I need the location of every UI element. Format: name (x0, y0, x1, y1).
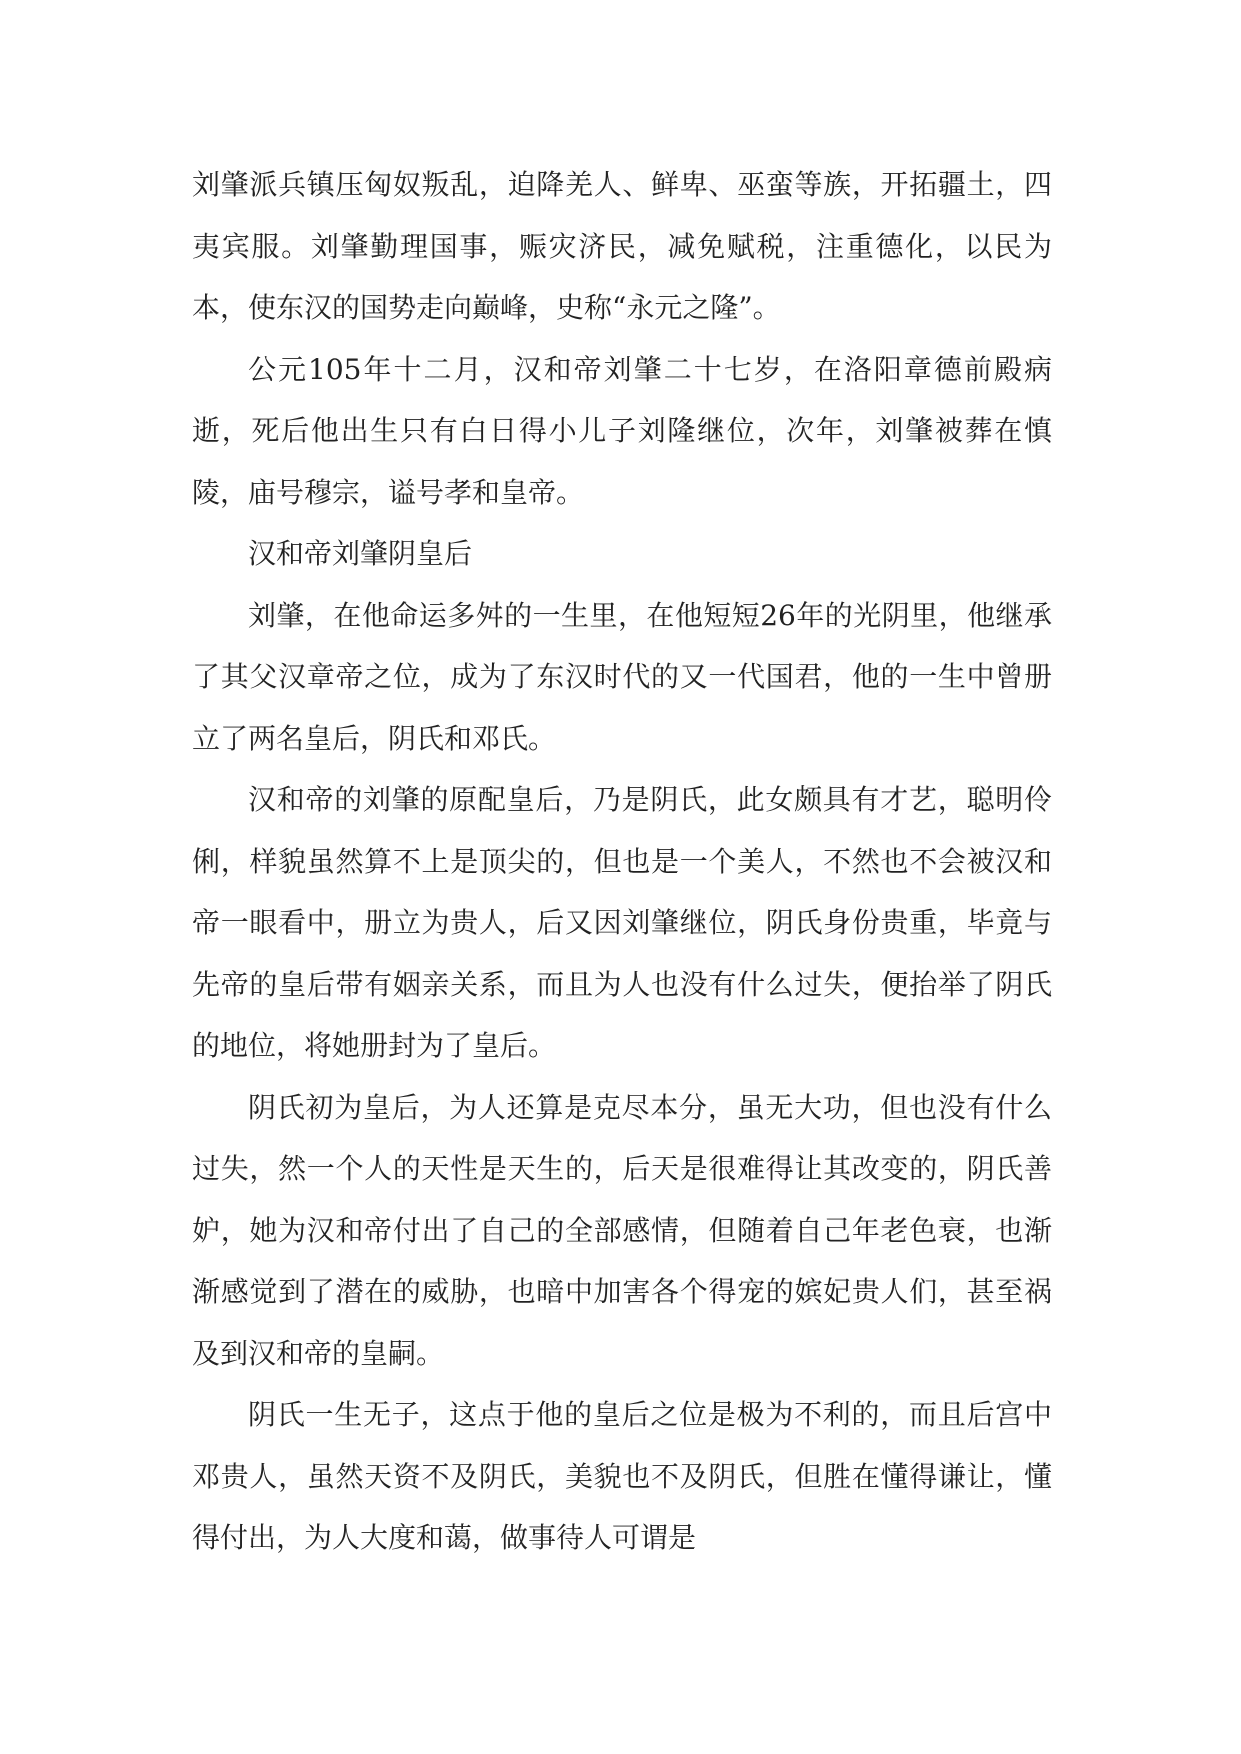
paragraph-3: 刘肇，在他命运多舛的一生里，在他短短26年的光阴里，他继承了其父汉章帝之位，成为了东汉时代的又一代国君，他的一生中曾册立了两名皇后，阴氏和邓氏。 (192, 598, 1052, 755)
document-body (192, 154, 1052, 1569)
paragraph-4: 汉和帝的刘肇的原配皇后，乃是阴氏，此女颇具有才艺，聪明伶俐，样貌虽然算不上是顶尖的，但也是一个美人，不然也不会被汉和帝一眼看中，册立为贵人，后又因刘肇继位，阴氏身份贵重，毕竟与先帝的皇后带有姻亲关系，而且为人也没有什么过失，便抬举了阴氏的地位，将她册封为了皇后。 (192, 783, 1052, 1062)
paragraph-5: 阴氏初为皇后，为人还算是克尽本分，虽无大功，但也没有什么过失，然一个人的天性是天生的，后天是很难得让其改变的，阴氏善妒，她为汉和帝付出了自己的全部感情，但随着自己年老色衰，也渐渐感觉到了潜在的威胁，也暗中加害各个得宠的嫔妃贵人们，甚至祸及到汉和帝的皇嗣。 (192, 1090, 1052, 1370)
paragraph-2: 公元105年十二月，汉和帝刘肇二十七岁，在洛阳章德前殿病逝，死后他出生只有白日得小儿子刘隆继位，次年，刘肇被葬在慎陵，庙号穆宗，谥号孝和皇帝。 (192, 352, 1052, 509)
paragraph-6: 阴氏一生无子，这点于他的皇后之位是极为不利的，而且后宫中邓贵人，虽然天资不及阴氏，美貌也不及阴氏，但胜在懂得谦让，懂得付出，为人大度和蔼，做事待人可谓是 (192, 1398, 1052, 1554)
paragraph-1: 刘肇派兵镇压匈奴叛乱，迫降羌人、鲜卑、巫蛮等族，开拓疆土，四夷宾服。刘肇勤理国事，赈灾济民，减免赋税，注重德化，以民为本，使东汉的国势走向巅峰，史称“永元之隆”。 (192, 168, 1052, 324)
section-heading: 汉和帝刘肇阴皇后 (248, 537, 473, 570)
